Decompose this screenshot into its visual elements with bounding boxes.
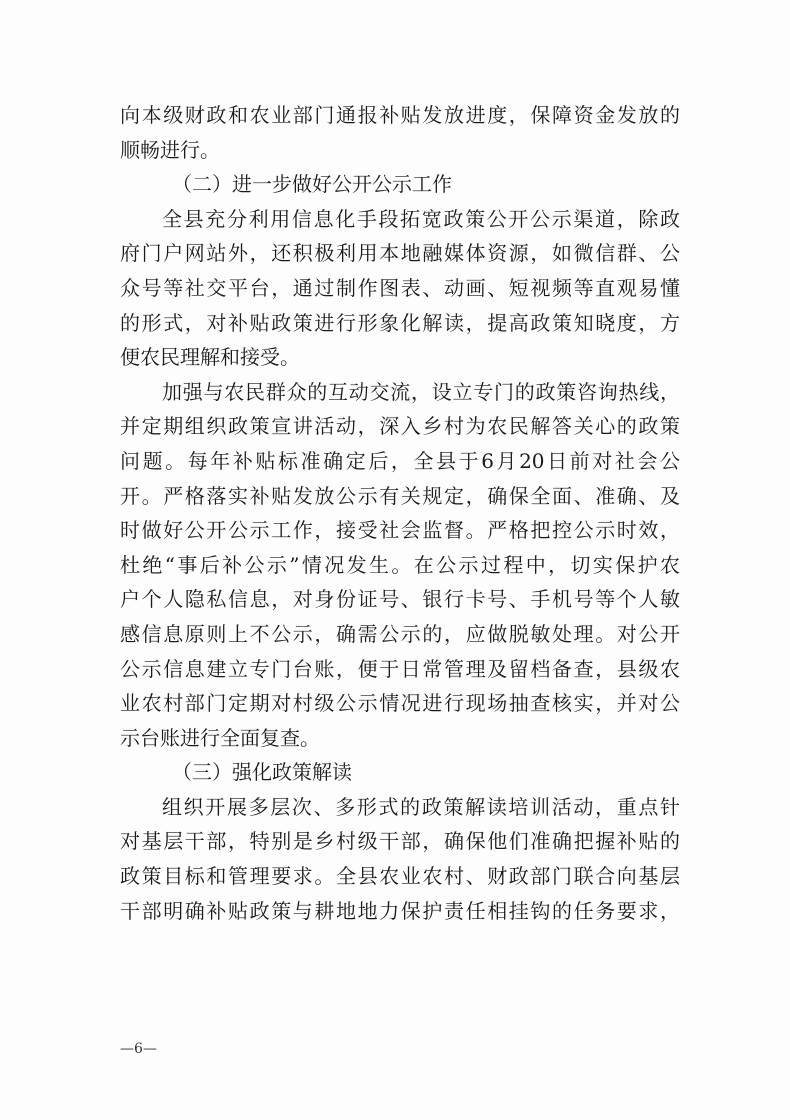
body-text [120, 98, 680, 928]
text-line: 众号等社交平台，通过制作图表、动画、短视频等直观易懂 [120, 275, 680, 300]
page-number: —6— [120, 1041, 157, 1057]
text-line: 并定期组织政策宣讲活动，深入乡村为农民解答关心的政策 [120, 414, 680, 439]
text-line: 政策目标和管理要求。全县农业农村、财政部门联合向基层 [120, 864, 680, 889]
text-line: 府门户网站外，还积极利用本地融媒体资源，如微信群、公 [120, 241, 680, 266]
text-line: 便农民理解和接受。 [120, 345, 300, 370]
text-line: 干部明确补贴政策与耕地地力保护责任相挂钩的任务要求， [120, 898, 680, 923]
section-heading: （三）强化政策解读 [172, 760, 352, 785]
text-line: 顺畅进行。 [120, 137, 220, 162]
text-line: 的形式，对补贴政策进行形象化解读，提高政策知晓度，方 [120, 310, 680, 335]
section-heading: （二）进一步做好公开公示工作 [172, 172, 452, 197]
text-line: 全县充分利用信息化手段拓宽政策公开公示渠道，除政 [162, 206, 680, 231]
text-line: 开。严格落实补贴发放公示有关规定，确保全面、准确、及 [120, 483, 680, 508]
text-line: 加强与农民群众的互动交流，设立专门的政策咨询热线， [162, 379, 680, 404]
text-line: 对基层干部，特别是乡村级干部，确保他们准确把握补贴的 [120, 829, 680, 854]
text-line: 公示信息建立专门台账，便于日常管理及留档备查，县级农 [120, 656, 680, 681]
text-line: 时做好公开公示工作，接受社会监督。严格把控公示时效， [120, 518, 680, 543]
text-line: 问题。每年补贴标准确定后，全县于6月20日前对社会公 [120, 448, 680, 473]
text-line: 业农村部门定期对村级公示情况进行现场抽查核实，并对公 [120, 691, 680, 716]
text-line: 组织开展多层次、多形式的政策解读培训活动，重点针 [162, 794, 680, 819]
text-line: 向本级财政和农业部门通报补贴发放进度，保障资金发放的 [120, 103, 680, 127]
text-line: 杜绝“事后补公示”情况发生。在公示过程中，切实保护农 [120, 552, 680, 577]
text-line: 感信息原则上不公示，确需公示的，应做脱敏处理。对公开 [120, 621, 680, 646]
text-line: 户个人隐私信息，对身份证号、银行卡号、手机号等个人敏 [120, 587, 680, 612]
text-line: 示台账进行全面复查。 [120, 725, 320, 750]
